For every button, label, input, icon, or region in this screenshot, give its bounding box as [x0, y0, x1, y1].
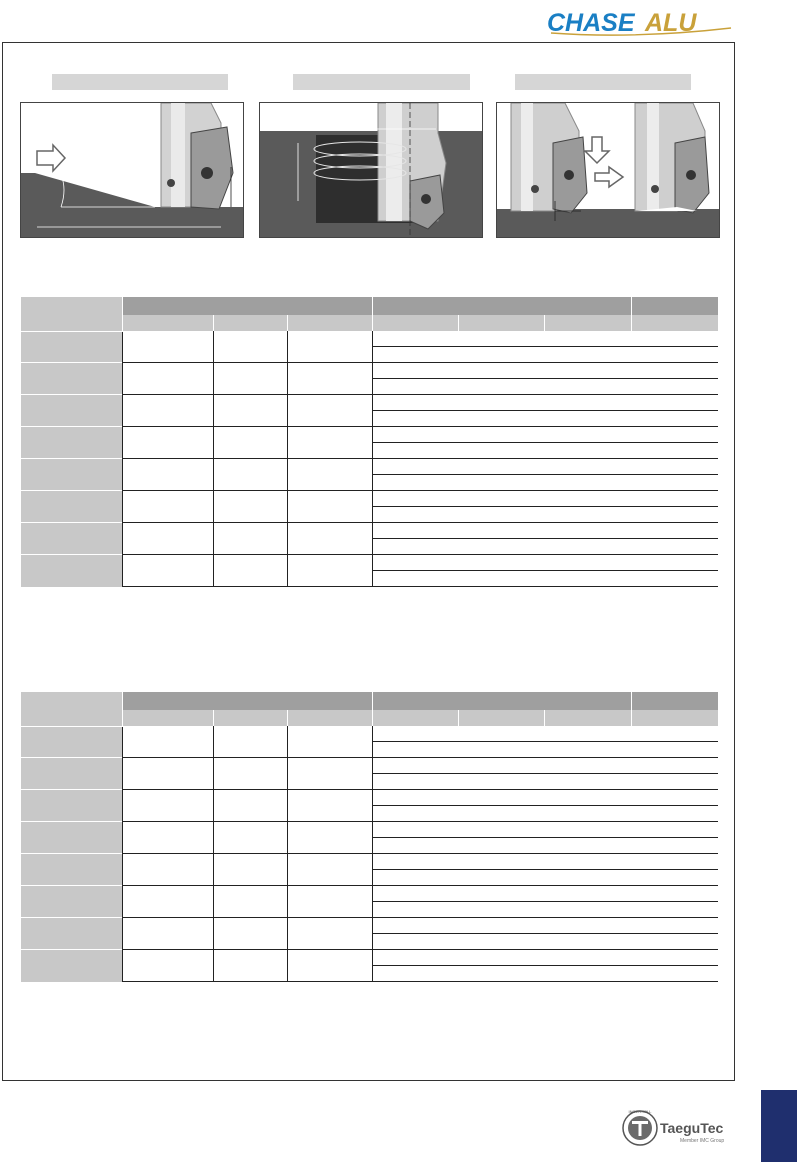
table-cell — [372, 838, 458, 854]
table-subheader-row — [21, 710, 718, 726]
plunge-diagram — [496, 102, 720, 238]
table-cell — [372, 790, 458, 806]
table-cell — [458, 966, 544, 982]
table-cell — [287, 854, 372, 886]
table-header-cell — [122, 710, 213, 726]
table-cell — [458, 491, 544, 507]
table-cell — [213, 886, 287, 918]
table-cell — [631, 571, 718, 587]
table-row — [21, 491, 718, 507]
table-cell — [372, 555, 458, 571]
table-cell — [122, 886, 213, 918]
table-cell — [372, 726, 458, 742]
row-header-cell — [21, 363, 122, 395]
table-cell — [631, 918, 718, 934]
table-cell — [458, 790, 544, 806]
table-cell — [631, 950, 718, 966]
table-header-cell — [21, 692, 122, 726]
table-cell — [458, 443, 544, 459]
table-cell — [458, 806, 544, 822]
logo-alu-text: ALU — [645, 9, 697, 37]
table-cell — [122, 555, 213, 587]
table-cell — [213, 555, 287, 587]
table-cell — [122, 918, 213, 950]
row-header-cell — [21, 491, 122, 523]
table-cell — [372, 822, 458, 838]
table-cell — [372, 475, 458, 491]
table-cell — [458, 459, 544, 475]
table-cell — [372, 539, 458, 555]
table-cell — [631, 806, 718, 822]
table-header-cell — [544, 315, 631, 331]
table-cell — [544, 838, 631, 854]
table-cell — [458, 331, 544, 347]
table-cell — [458, 411, 544, 427]
table-cell — [544, 934, 631, 950]
table-row — [21, 331, 718, 347]
table-cell — [122, 523, 213, 555]
table-cell — [544, 918, 631, 934]
table-cell — [458, 507, 544, 523]
table-row — [21, 363, 718, 379]
table-row — [21, 555, 718, 571]
table-cell — [372, 886, 458, 902]
row-header-cell — [21, 822, 122, 854]
table-cell — [458, 571, 544, 587]
table-cell — [213, 363, 287, 395]
row-header-cell — [21, 726, 122, 758]
table-cell — [287, 427, 372, 459]
table-cell — [372, 902, 458, 918]
table-header-cell — [631, 692, 718, 710]
table-header-cell — [631, 315, 718, 331]
table-cell — [372, 379, 458, 395]
table-cell — [287, 950, 372, 982]
table-cell — [287, 491, 372, 523]
table-header-cell — [122, 315, 213, 331]
table-cell — [544, 555, 631, 571]
table-cell — [544, 870, 631, 886]
table-cell — [458, 822, 544, 838]
table-cell — [458, 774, 544, 790]
table-header-cell — [372, 692, 631, 710]
helical-diagram — [259, 102, 483, 238]
table-cell — [544, 443, 631, 459]
table-cell — [631, 475, 718, 491]
diagram-label-plunge — [515, 74, 691, 90]
row-header-cell — [21, 918, 122, 950]
table-cell — [372, 411, 458, 427]
row-header-cell — [21, 395, 122, 427]
table-row — [21, 790, 718, 806]
table-cell — [544, 507, 631, 523]
table-cell — [287, 822, 372, 854]
table-cell — [631, 523, 718, 539]
diagram-label-helical — [293, 74, 470, 90]
table-header-cell — [287, 710, 372, 726]
table-cell — [122, 395, 213, 427]
table-header-cell — [631, 297, 718, 315]
table-cell — [287, 459, 372, 491]
table-cell — [372, 427, 458, 443]
table-cell — [372, 523, 458, 539]
table-cell — [287, 555, 372, 587]
table-cell — [544, 539, 631, 555]
table-cell — [631, 555, 718, 571]
table-cell — [287, 363, 372, 395]
table-cell — [544, 790, 631, 806]
table-cell — [458, 363, 544, 379]
table-cell — [458, 950, 544, 966]
spec-table-2 — [21, 692, 718, 982]
table-cell — [544, 379, 631, 395]
table-cell — [544, 774, 631, 790]
table-header-cell — [122, 692, 372, 710]
table-header-cell — [287, 315, 372, 331]
table-cell — [372, 491, 458, 507]
table-cell — [631, 902, 718, 918]
row-header-cell — [21, 459, 122, 491]
table-cell — [544, 491, 631, 507]
table-cell — [631, 507, 718, 523]
table-header-cell — [213, 315, 287, 331]
table-cell — [287, 395, 372, 427]
seal-text: INGERSOLL — [628, 1109, 652, 1114]
table-row — [21, 427, 718, 443]
table-cell — [544, 363, 631, 379]
table-cell — [458, 758, 544, 774]
table-row — [21, 822, 718, 838]
table-cell — [372, 507, 458, 523]
diagram-label-ramping — [52, 74, 228, 90]
table-cell — [458, 427, 544, 443]
table-cell — [544, 347, 631, 363]
table-cell — [458, 379, 544, 395]
table-cell — [631, 854, 718, 870]
table-cell — [287, 726, 372, 758]
table-cell — [122, 491, 213, 523]
table-cell — [122, 822, 213, 854]
table-cell — [458, 539, 544, 555]
table-cell — [287, 523, 372, 555]
row-header-cell — [21, 854, 122, 886]
table-cell — [213, 427, 287, 459]
table-cell — [287, 331, 372, 363]
table-cell — [458, 934, 544, 950]
table-body — [21, 331, 718, 587]
taegutec-logo — [620, 1108, 740, 1148]
table-header-cell — [544, 710, 631, 726]
table-cell — [631, 491, 718, 507]
table-cell — [122, 854, 213, 886]
table-header-cell — [372, 315, 458, 331]
table-cell — [544, 459, 631, 475]
row-header-cell — [21, 523, 122, 555]
table-cell — [544, 571, 631, 587]
table-cell — [458, 475, 544, 491]
table-cell — [631, 726, 718, 742]
table-cell — [213, 854, 287, 886]
table-header-group-row — [21, 297, 718, 315]
table-cell — [122, 427, 213, 459]
table-cell — [544, 331, 631, 347]
table-cell — [544, 411, 631, 427]
table-header-cell — [458, 710, 544, 726]
table-cell — [122, 459, 213, 491]
spec-table-1 — [21, 297, 718, 587]
table-cell — [372, 571, 458, 587]
table-cell — [372, 363, 458, 379]
brand-tagline: Member IMC Group — [680, 1138, 725, 1144]
table-cell — [631, 966, 718, 982]
table-cell — [372, 395, 458, 411]
table-header-cell — [372, 297, 631, 315]
table-header-cell — [372, 710, 458, 726]
table-cell — [544, 966, 631, 982]
table-header-cell — [631, 710, 718, 726]
table-cell — [458, 395, 544, 411]
table-cell — [213, 950, 287, 982]
table-cell — [458, 523, 544, 539]
table-cell — [544, 742, 631, 758]
table-cell — [372, 758, 458, 774]
table-cell — [631, 411, 718, 427]
table-cell — [631, 934, 718, 950]
table-cell — [544, 523, 631, 539]
chasealu-logo — [545, 6, 735, 38]
table-row — [21, 459, 718, 475]
table-cell — [213, 459, 287, 491]
table-cell — [458, 870, 544, 886]
table-cell — [372, 742, 458, 758]
table-cell — [372, 331, 458, 347]
table-cell — [544, 726, 631, 742]
table-cell — [213, 726, 287, 758]
table-cell — [213, 491, 287, 523]
table-cell — [631, 838, 718, 854]
row-header-cell — [21, 555, 122, 587]
row-header-cell — [21, 427, 122, 459]
table-cell — [372, 934, 458, 950]
table-cell — [287, 790, 372, 822]
table-cell — [631, 427, 718, 443]
table-cell — [458, 854, 544, 870]
table-cell — [631, 774, 718, 790]
table-cell — [631, 822, 718, 838]
row-header-cell — [21, 950, 122, 982]
table-row — [21, 918, 718, 934]
table-cell — [631, 443, 718, 459]
table-header-cell — [122, 297, 372, 315]
table-cell — [287, 886, 372, 918]
table-row — [21, 886, 718, 902]
brand-name: TaeguTec — [660, 1120, 724, 1136]
table-row — [21, 854, 718, 870]
table-cell — [631, 395, 718, 411]
table-cell — [458, 918, 544, 934]
table-cell — [372, 459, 458, 475]
table-cell — [544, 806, 631, 822]
table-cell — [122, 331, 213, 363]
table-cell — [372, 854, 458, 870]
table-cell — [213, 822, 287, 854]
table-cell — [631, 539, 718, 555]
table-cell — [213, 331, 287, 363]
table-row — [21, 950, 718, 966]
table-cell — [372, 870, 458, 886]
table-row — [21, 395, 718, 411]
table-header-cell — [213, 710, 287, 726]
table-row — [21, 726, 718, 742]
table-cell — [213, 790, 287, 822]
row-header-cell — [21, 790, 122, 822]
table-cell — [372, 774, 458, 790]
table-cell — [287, 758, 372, 790]
table-cell — [544, 427, 631, 443]
table-cell — [544, 854, 631, 870]
table-cell — [631, 459, 718, 475]
table-cell — [631, 790, 718, 806]
table-cell — [372, 806, 458, 822]
row-header-cell — [21, 331, 122, 363]
table-cell — [458, 347, 544, 363]
table-row — [21, 758, 718, 774]
table-cell — [287, 918, 372, 950]
row-header-cell — [21, 758, 122, 790]
table-cell — [458, 902, 544, 918]
table-cell — [122, 790, 213, 822]
logo-chase-text: CHASE — [547, 9, 635, 37]
table-cell — [631, 331, 718, 347]
table-cell — [631, 363, 718, 379]
table-header-cell — [458, 315, 544, 331]
table-cell — [213, 395, 287, 427]
table-cell — [372, 950, 458, 966]
table-cell — [544, 758, 631, 774]
table-cell — [544, 902, 631, 918]
table-header-cell — [21, 297, 122, 331]
table-cell — [372, 918, 458, 934]
table-cell — [372, 966, 458, 982]
table-cell — [544, 950, 631, 966]
table-cell — [458, 555, 544, 571]
table-cell — [213, 918, 287, 950]
section-tab[interactable] — [761, 1090, 797, 1162]
table-cell — [458, 886, 544, 902]
table-row — [21, 523, 718, 539]
table-cell — [122, 950, 213, 982]
table-cell — [544, 395, 631, 411]
table-cell — [544, 886, 631, 902]
table-body — [21, 726, 718, 982]
table-cell — [122, 726, 213, 758]
table-cell — [372, 347, 458, 363]
table-cell — [213, 523, 287, 555]
table-cell — [122, 758, 213, 790]
table-subheader-row — [21, 315, 718, 331]
table-cell — [213, 758, 287, 790]
table-cell — [458, 838, 544, 854]
table-cell — [631, 347, 718, 363]
table-cell — [372, 443, 458, 459]
table-cell — [458, 726, 544, 742]
table-cell — [631, 758, 718, 774]
table-cell — [631, 870, 718, 886]
table-cell — [544, 475, 631, 491]
table-cell — [631, 886, 718, 902]
table-header-group-row — [21, 692, 718, 710]
row-header-cell — [21, 886, 122, 918]
table-cell — [544, 822, 631, 838]
ramping-diagram — [20, 102, 244, 238]
table-cell — [458, 742, 544, 758]
table-cell — [122, 363, 213, 395]
table-cell — [631, 379, 718, 395]
table-cell — [631, 742, 718, 758]
